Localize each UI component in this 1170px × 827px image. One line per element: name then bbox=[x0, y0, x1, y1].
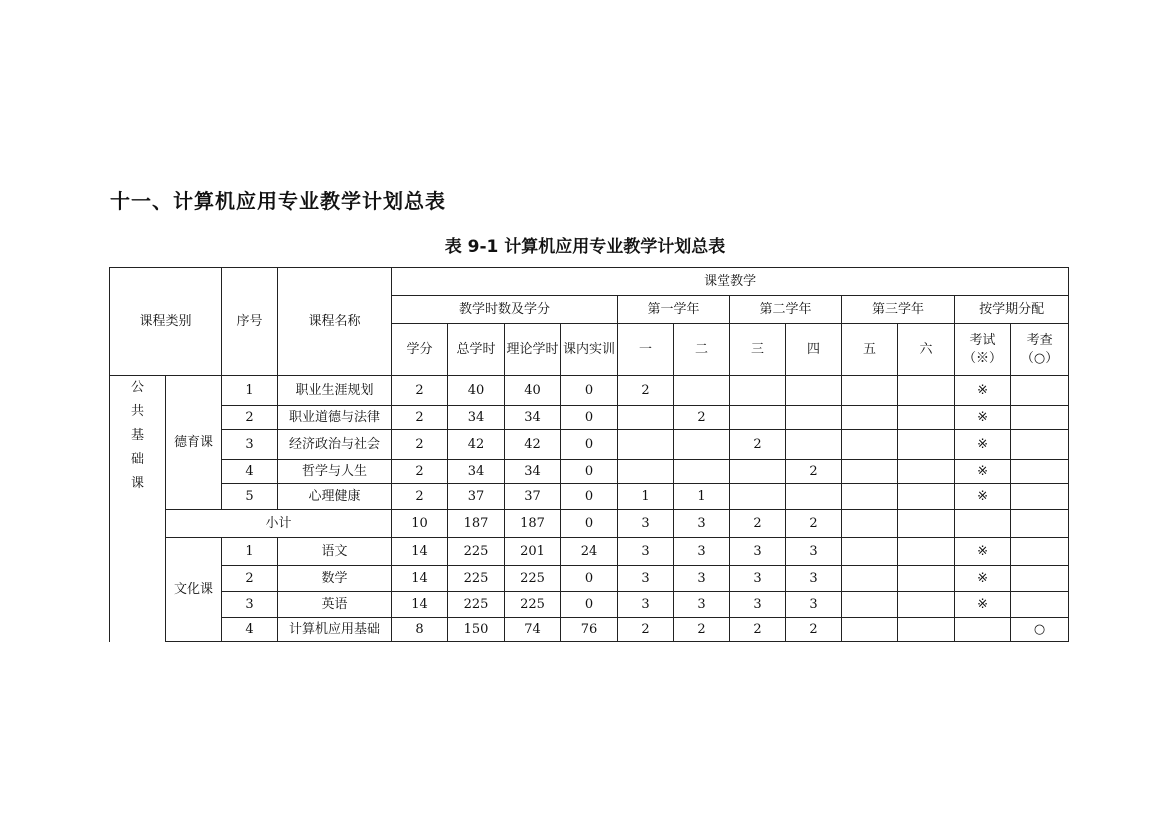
header-category: 课程类别 bbox=[110, 268, 222, 376]
row-s6 bbox=[898, 430, 955, 460]
subtotal-check bbox=[1011, 510, 1069, 538]
row-s2: 3 bbox=[674, 538, 730, 566]
row-theory: 40 bbox=[505, 376, 561, 406]
row-seq: 3 bbox=[222, 592, 278, 618]
row-s3 bbox=[730, 460, 786, 484]
row-exam: ※ bbox=[955, 592, 1011, 618]
header-semester-dist: 按学期分配 bbox=[955, 296, 1069, 324]
row-s5 bbox=[842, 618, 898, 642]
row-total: 34 bbox=[448, 460, 505, 484]
header-exam bbox=[955, 324, 1011, 376]
row-exam: ※ bbox=[955, 460, 1011, 484]
row-s2: 2 bbox=[674, 406, 730, 430]
row-s2: 1 bbox=[674, 484, 730, 510]
row-s5 bbox=[842, 376, 898, 406]
row-seq: 3 bbox=[222, 430, 278, 460]
row-total: 40 bbox=[448, 376, 505, 406]
row-exam: ※ bbox=[955, 484, 1011, 510]
table-row bbox=[110, 566, 1069, 592]
row-theory: 201 bbox=[505, 538, 561, 566]
row-practice: 0 bbox=[561, 566, 618, 592]
row-total: 37 bbox=[448, 484, 505, 510]
row-seq: 2 bbox=[222, 406, 278, 430]
row-practice: 0 bbox=[561, 406, 618, 430]
row-check bbox=[1011, 566, 1069, 592]
row-course-name: 英语 bbox=[278, 592, 392, 618]
category-main-char: 课 bbox=[130, 476, 144, 491]
row-theory: 37 bbox=[505, 484, 561, 510]
row-check bbox=[1011, 376, 1069, 406]
row-s4: 2 bbox=[786, 618, 842, 642]
row-theory: 225 bbox=[505, 566, 561, 592]
header-exam-label: 考试 bbox=[969, 332, 996, 348]
row-seq: 1 bbox=[222, 376, 278, 406]
header-credit: 学分 bbox=[392, 324, 448, 376]
row-course-name: 数学 bbox=[278, 566, 392, 592]
header-exam-mark: （※） bbox=[963, 350, 1003, 366]
subtotal-credit: 10 bbox=[392, 510, 448, 538]
row-s3: 3 bbox=[730, 566, 786, 592]
header-year3: 第三学年 bbox=[842, 296, 955, 324]
row-s3: 3 bbox=[730, 592, 786, 618]
row-s5 bbox=[842, 592, 898, 618]
row-exam: ※ bbox=[955, 538, 1011, 566]
subtotal-s3: 2 bbox=[730, 510, 786, 538]
table-row bbox=[110, 376, 1069, 406]
row-s6 bbox=[898, 618, 955, 642]
subtotal-theory: 187 bbox=[505, 510, 561, 538]
category-main-char: 础 bbox=[130, 452, 144, 467]
row-total: 150 bbox=[448, 618, 505, 642]
row-theory: 74 bbox=[505, 618, 561, 642]
row-s1 bbox=[618, 460, 674, 484]
row-theory: 42 bbox=[505, 430, 561, 460]
row-s6 bbox=[898, 538, 955, 566]
row-exam: ※ bbox=[955, 430, 1011, 460]
table-row bbox=[110, 460, 1069, 484]
row-s1: 1 bbox=[618, 484, 674, 510]
subtotal-s1: 3 bbox=[618, 510, 674, 538]
row-s5 bbox=[842, 538, 898, 566]
section-title: 十一、计算机应用专业教学计划总表 bbox=[110, 189, 446, 213]
row-course-name: 计算机应用基础 bbox=[278, 618, 392, 642]
row-s2 bbox=[674, 430, 730, 460]
row-s1: 3 bbox=[618, 566, 674, 592]
row-s2 bbox=[674, 376, 730, 406]
row-s4: 3 bbox=[786, 592, 842, 618]
row-seq: 5 bbox=[222, 484, 278, 510]
header-practice: 课内实训 bbox=[561, 324, 618, 376]
row-s5 bbox=[842, 484, 898, 510]
category-main-char: 共 bbox=[130, 404, 144, 419]
row-exam: ※ bbox=[955, 376, 1011, 406]
row-course-name: 哲学与人生 bbox=[278, 460, 392, 484]
header-name: 课程名称 bbox=[278, 268, 392, 376]
header-check bbox=[1011, 324, 1069, 376]
row-s3: 2 bbox=[730, 430, 786, 460]
row-s1 bbox=[618, 430, 674, 460]
header-classroom: 课堂教学 bbox=[392, 268, 1069, 296]
row-total: 225 bbox=[448, 566, 505, 592]
category-main-continued bbox=[110, 538, 166, 642]
subtotal-label: 小计 bbox=[166, 510, 392, 538]
row-s2: 2 bbox=[674, 618, 730, 642]
row-s3 bbox=[730, 406, 786, 430]
table-row bbox=[110, 430, 1069, 460]
row-seq: 1 bbox=[222, 538, 278, 566]
row-s4 bbox=[786, 430, 842, 460]
row-s6 bbox=[898, 484, 955, 510]
row-s4 bbox=[786, 484, 842, 510]
row-s4 bbox=[786, 376, 842, 406]
header-check-mark: （○） bbox=[1020, 350, 1059, 366]
row-s1: 2 bbox=[618, 618, 674, 642]
row-s6 bbox=[898, 566, 955, 592]
row-s1: 2 bbox=[618, 376, 674, 406]
row-s2: 3 bbox=[674, 592, 730, 618]
row-practice: 0 bbox=[561, 484, 618, 510]
row-s2 bbox=[674, 460, 730, 484]
header-sem2: 二 bbox=[674, 324, 730, 376]
row-course-name: 经济政治与社会 bbox=[278, 430, 392, 460]
row-s3 bbox=[730, 484, 786, 510]
row-s1: 3 bbox=[618, 592, 674, 618]
subtotal-s4: 2 bbox=[786, 510, 842, 538]
row-practice: 76 bbox=[561, 618, 618, 642]
row-practice: 0 bbox=[561, 592, 618, 618]
row-total: 42 bbox=[448, 430, 505, 460]
table-row bbox=[110, 406, 1069, 430]
row-practice: 0 bbox=[561, 460, 618, 484]
row-practice: 0 bbox=[561, 430, 618, 460]
subtotal-row bbox=[110, 510, 1069, 538]
row-theory: 34 bbox=[505, 460, 561, 484]
row-s1 bbox=[618, 406, 674, 430]
teaching-plan-table bbox=[109, 267, 1069, 642]
row-s5 bbox=[842, 460, 898, 484]
row-seq: 2 bbox=[222, 566, 278, 592]
subtotal-exam bbox=[955, 510, 1011, 538]
row-course-name: 心理健康 bbox=[278, 484, 392, 510]
header-year1: 第一学年 bbox=[618, 296, 730, 324]
row-exam: ※ bbox=[955, 566, 1011, 592]
row-credit: 2 bbox=[392, 376, 448, 406]
group-name: 文化课 bbox=[166, 538, 222, 642]
row-s6 bbox=[898, 406, 955, 430]
row-s1: 3 bbox=[618, 538, 674, 566]
row-s4: 2 bbox=[786, 460, 842, 484]
subtotal-s5 bbox=[842, 510, 898, 538]
header-check-label: 考查 bbox=[1026, 332, 1053, 348]
row-check bbox=[1011, 406, 1069, 430]
row-s2: 3 bbox=[674, 566, 730, 592]
row-check bbox=[1011, 592, 1069, 618]
row-s6 bbox=[898, 592, 955, 618]
row-s3: 2 bbox=[730, 618, 786, 642]
row-theory: 34 bbox=[505, 406, 561, 430]
row-exam bbox=[955, 618, 1011, 642]
row-course-name: 语文 bbox=[278, 538, 392, 566]
row-check: ○ bbox=[1011, 618, 1069, 642]
row-credit: 8 bbox=[392, 618, 448, 642]
subtotal-total: 187 bbox=[448, 510, 505, 538]
row-credit: 2 bbox=[392, 484, 448, 510]
header-hours-credits: 教学时数及学分 bbox=[392, 296, 618, 324]
table-row bbox=[110, 484, 1069, 510]
header-sem1: 一 bbox=[618, 324, 674, 376]
subtotal-s6 bbox=[898, 510, 955, 538]
row-credit: 2 bbox=[392, 430, 448, 460]
row-credit: 14 bbox=[392, 566, 448, 592]
header-sem5: 五 bbox=[842, 324, 898, 376]
row-s3 bbox=[730, 376, 786, 406]
row-s4 bbox=[786, 406, 842, 430]
row-s5 bbox=[842, 430, 898, 460]
row-credit: 14 bbox=[392, 592, 448, 618]
row-practice: 24 bbox=[561, 538, 618, 566]
group-name: 德育课 bbox=[166, 376, 222, 510]
row-seq: 4 bbox=[222, 618, 278, 642]
row-course-name: 职业生涯规划 bbox=[278, 376, 392, 406]
table-row bbox=[110, 618, 1069, 642]
row-total: 225 bbox=[448, 538, 505, 566]
header-sem6: 六 bbox=[898, 324, 955, 376]
header-year2: 第二学年 bbox=[730, 296, 842, 324]
row-s5 bbox=[842, 406, 898, 430]
subtotal-s2: 3 bbox=[674, 510, 730, 538]
row-check bbox=[1011, 484, 1069, 510]
header-total-hours: 总学时 bbox=[448, 324, 505, 376]
row-total: 225 bbox=[448, 592, 505, 618]
table-row bbox=[110, 592, 1069, 618]
row-credit: 2 bbox=[392, 460, 448, 484]
category-main-char: 基 bbox=[130, 428, 144, 443]
row-check bbox=[1011, 538, 1069, 566]
row-seq: 4 bbox=[222, 460, 278, 484]
category-main bbox=[110, 376, 166, 538]
row-s5 bbox=[842, 566, 898, 592]
header-seq: 序号 bbox=[222, 268, 278, 376]
row-s6 bbox=[898, 376, 955, 406]
subtotal-practice: 0 bbox=[561, 510, 618, 538]
row-s6 bbox=[898, 460, 955, 484]
row-total: 34 bbox=[448, 406, 505, 430]
table-title: 表 9-1 计算机应用专业教学计划总表 bbox=[444, 237, 726, 257]
category-main-char: 公 bbox=[130, 380, 144, 395]
table-row bbox=[110, 538, 1069, 566]
row-s4: 3 bbox=[786, 566, 842, 592]
row-practice: 0 bbox=[561, 376, 618, 406]
row-check bbox=[1011, 430, 1069, 460]
row-exam: ※ bbox=[955, 406, 1011, 430]
row-theory: 225 bbox=[505, 592, 561, 618]
row-s4: 3 bbox=[786, 538, 842, 566]
header-sem3: 三 bbox=[730, 324, 786, 376]
row-s3: 3 bbox=[730, 538, 786, 566]
row-course-name: 职业道德与法律 bbox=[278, 406, 392, 430]
header-theory-hours: 理论学时 bbox=[505, 324, 561, 376]
row-credit: 14 bbox=[392, 538, 448, 566]
header-sem4: 四 bbox=[786, 324, 842, 376]
row-check bbox=[1011, 460, 1069, 484]
row-credit: 2 bbox=[392, 406, 448, 430]
